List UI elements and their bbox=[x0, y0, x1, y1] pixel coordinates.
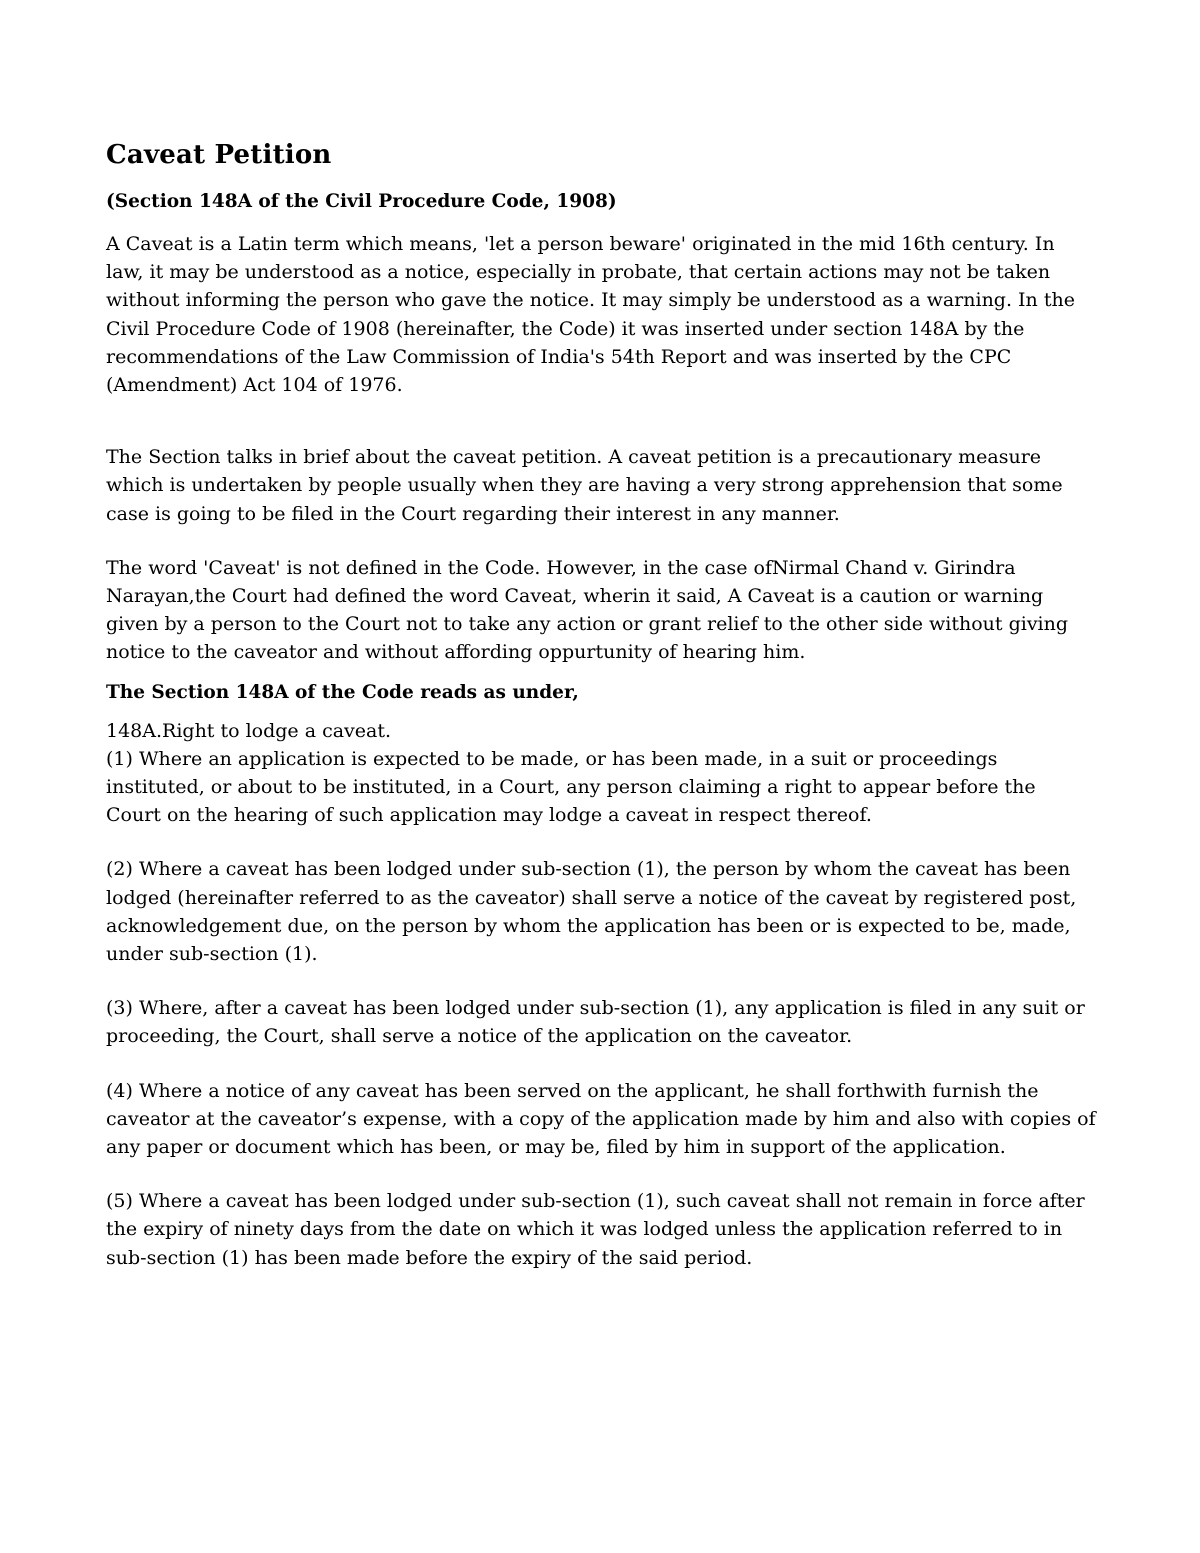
clause-paragraph: (1) Where an application is expected to be made, or has been made, in a suit or proceedings instituted, or about to be instituted, in a Court, any person claiming a right to appear before the Court on the hearing of such application may lodge a caveat in respect thereof. bbox=[106, 747, 1036, 827]
section-title: 148A.Right to lodge a caveat. bbox=[106, 719, 392, 742]
document-page bbox=[106, 138, 1096, 1272]
intro-paragraph: A Caveat is a Latin term which means, 'let a person beware' originated in the mid 16th century. In law, it may be understood as a notice, especially in probate, that certain actions may not be taken without informing the person who gave the notice. It may simply be understood as a warning. In the Civil Procedure Code of 1908 (hereinafter, the Code) it was inserted under section 148A by the recommendations of the Law Commission of India's 54th Report and was inserted by the CPC (Amendment) Act 104 of 1976. bbox=[106, 233, 1075, 397]
document-subtitle: (Section 148A of the Civil Procedure Code, 1908) bbox=[106, 191, 617, 212]
body-paragraph: The Section talks in brief about the caveat petition. A caveat petition is a precautionary measure which is undertaken by people usually when they are having a very strong apprehension that some case is going to be filed in the Court regarding their interest in any manner. bbox=[106, 446, 1063, 525]
document-title: Caveat Petition bbox=[106, 140, 332, 170]
body-paragraph: The word 'Caveat' is not defined in the Code. However, in the case ofNirmal Chand v. Girindra Narayan,the Court had defined the word Caveat, wherin it said, A Caveat is a caution or warning given by a person to the Court not to take any action or grant relief to the other side without giving notice to the caveator and without affording oppurtunity of hearing him. bbox=[106, 556, 1069, 664]
clause-paragraph: (5) Where a caveat has been lodged under sub-section (1), such caveat shall not remain in force after the expiry of ninety days from the date on which it was lodged unless the application referred to in sub-section (1) has been made before the expiry of the said period. bbox=[106, 1190, 1085, 1269]
clause-paragraph: (3) Where, after a caveat has been lodged under sub-section (1), any application is filed in any suit or proceeding, the Court, shall serve a notice of the application on the caveator. bbox=[106, 997, 1085, 1048]
clause-paragraph: (2) Where a caveat has been lodged under sub-section (1), the person by whom the caveat has been lodged (hereinafter referred to as the caveator) shall serve a notice of the caveat by registered post, acknowledgement due, on the person by whom the application has been or is expected to be, made, under sub-section (1). bbox=[106, 858, 1077, 966]
section-heading: The Section 148A of the Code reads as under, bbox=[106, 681, 579, 703]
clause-paragraph: (4) Where a notice of any caveat has been served on the applicant, he shall forthwith furnish the caveator at the caveator’s expense, with a copy of the application made by him and also with copies of any paper or document which has been, or may be, filed by him in support of the application. bbox=[106, 1079, 1096, 1159]
